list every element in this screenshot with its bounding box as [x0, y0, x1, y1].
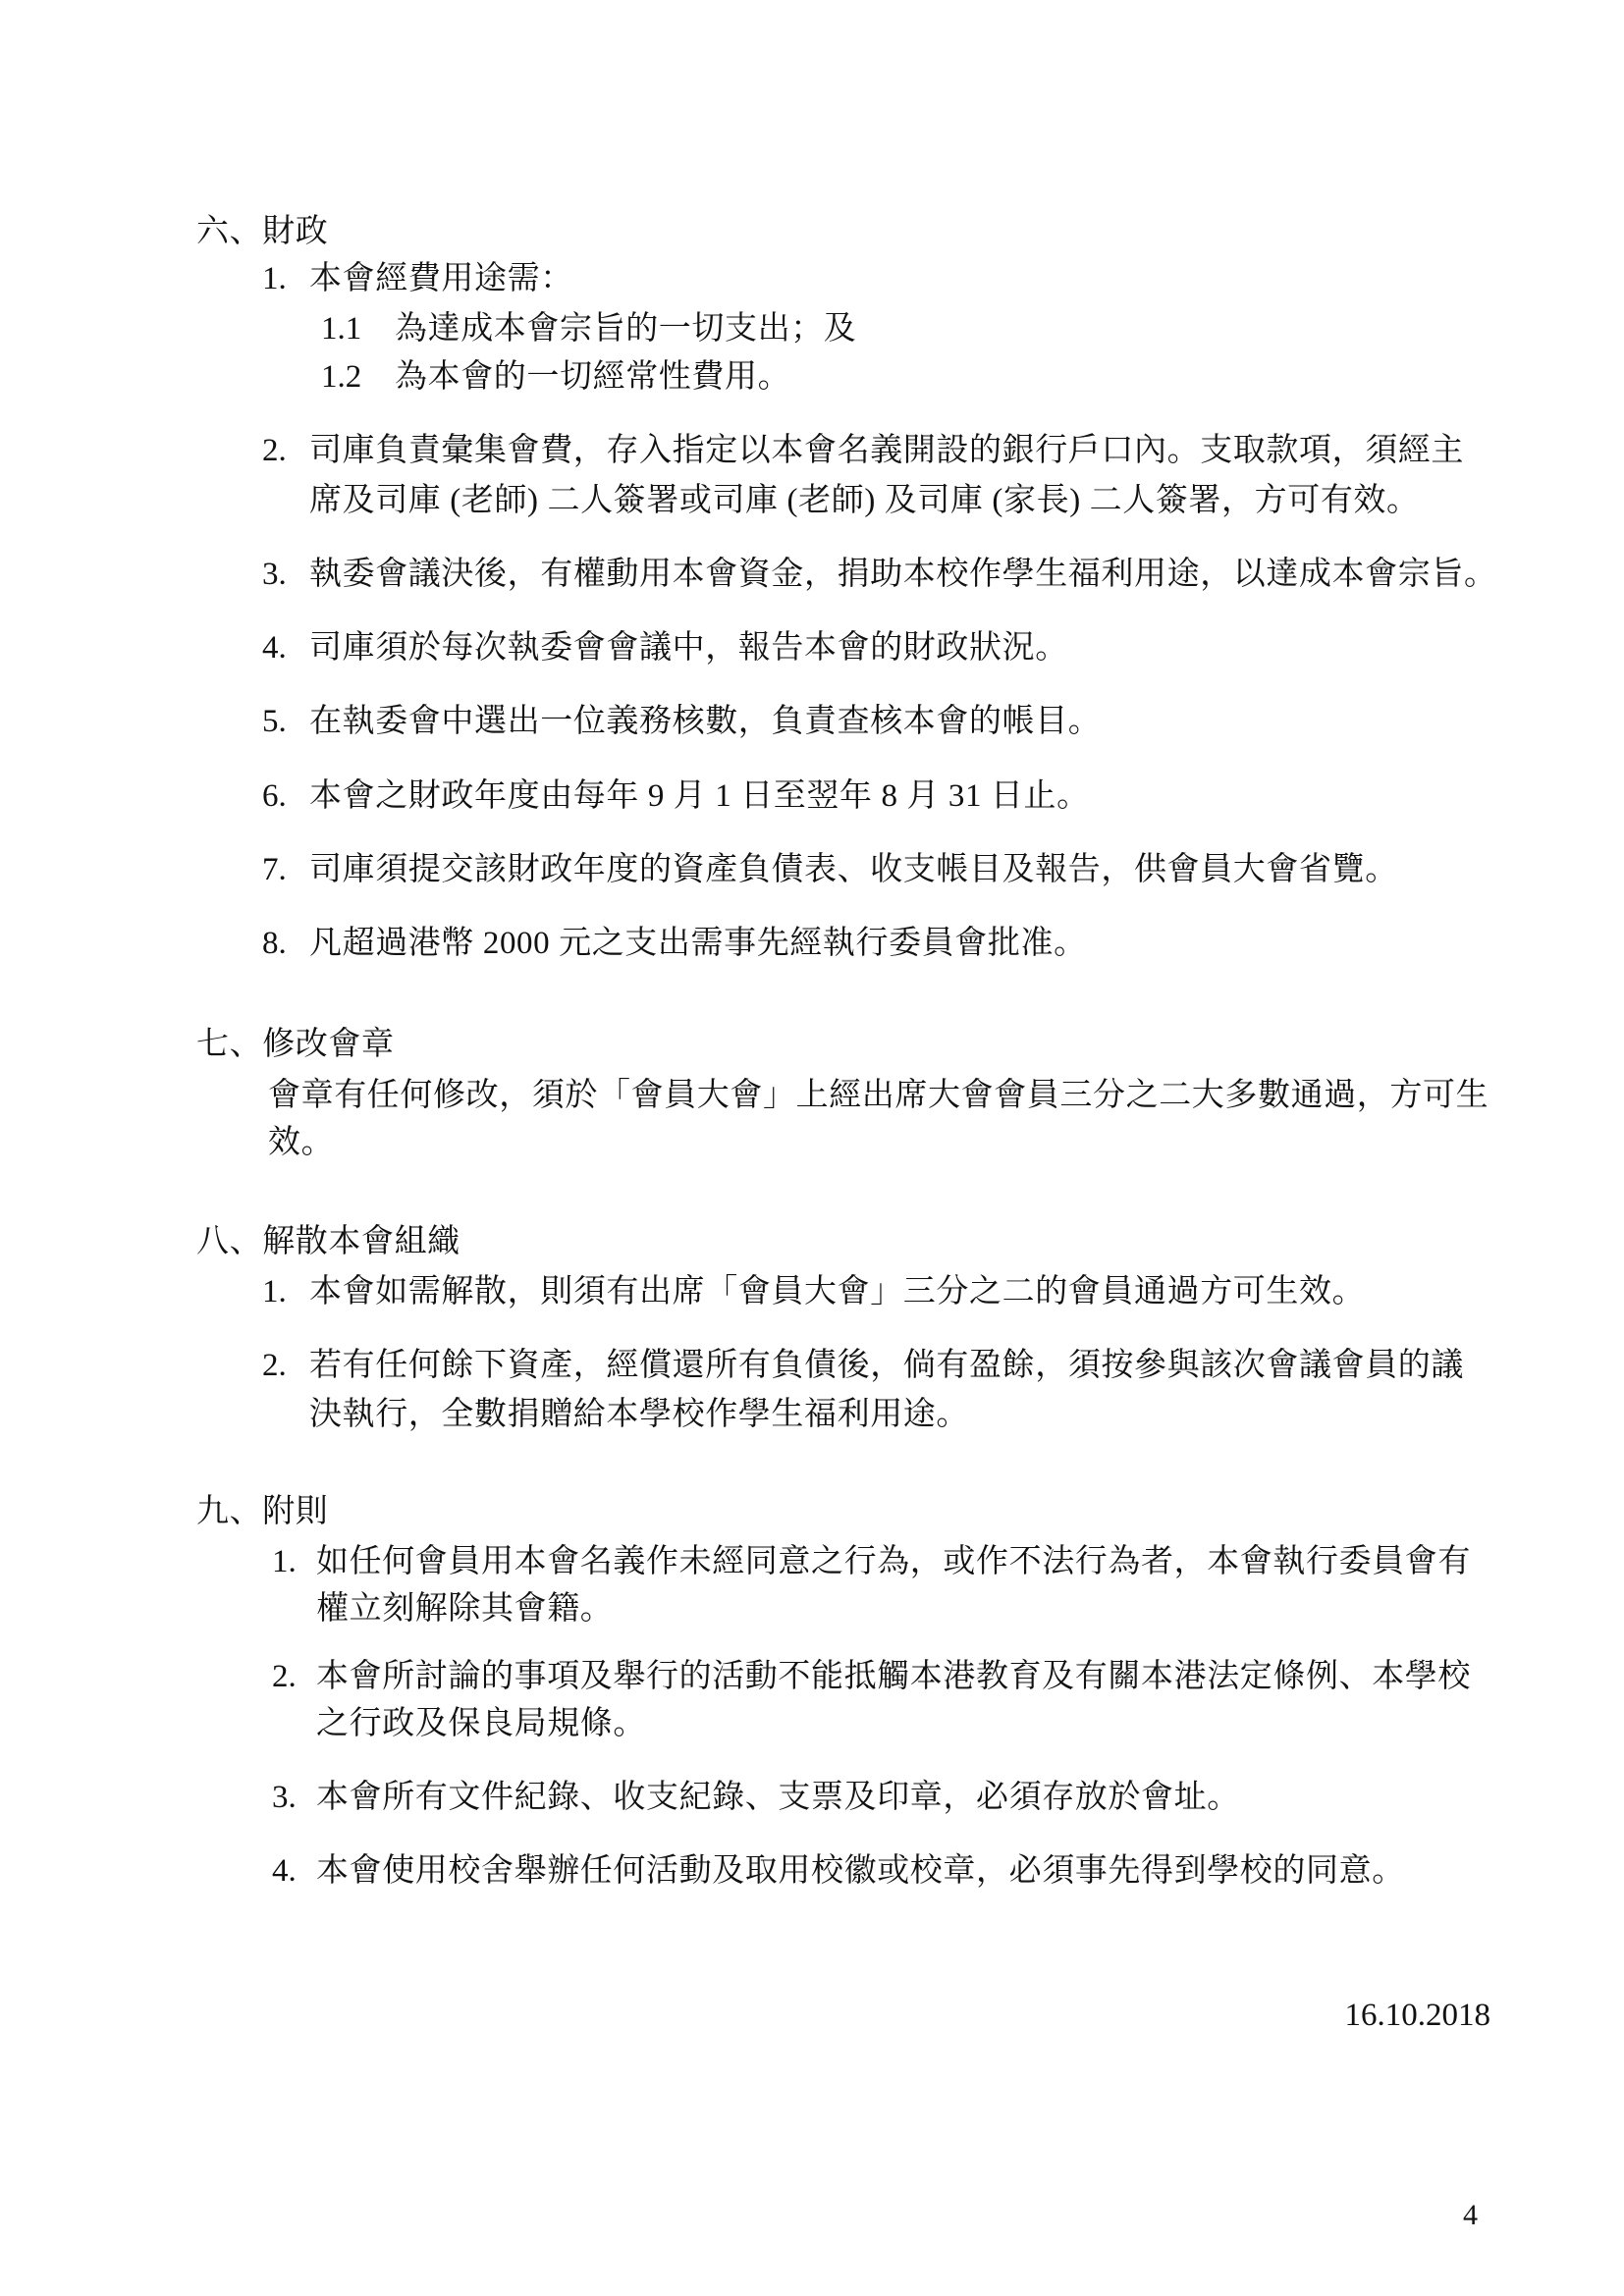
list-item-number: 6.	[262, 778, 287, 814]
list-item-number: 2.	[262, 433, 287, 468]
document-date: 16.10.2018	[1344, 1998, 1490, 2033]
list-item-text: 本會所有文件紀錄、收支紀錄、支票及印章，必須存放於會址。	[316, 1780, 1240, 1815]
list-item-text: 決執行，全數捐贈給本學校作學生福利用途。	[309, 1397, 969, 1432]
list-item-text: 司庫負責彙集會費，存入指定以本會名義開設的銀行戶口內。支取款項，須經主	[309, 433, 1464, 468]
section-heading: 八、解散本會組織	[196, 1224, 460, 1259]
list-item-text: 本會使用校舍舉辦任何活動及取用校徽或校章，必須事先得到學校的同意。	[316, 1853, 1405, 1889]
list-item-number: 1.	[272, 1544, 297, 1579]
section-heading: 六、財政	[196, 214, 329, 249]
list-item-text: 本會經費用途需：	[309, 261, 573, 296]
list-item-number: 2.	[272, 1659, 297, 1694]
list-item-text: 司庫須於每次執委會會議中，報告本會的財政狀況。	[309, 630, 1068, 666]
list-item-text: 執委會議決後，有權動用本會資金，捐助本校作學生福利用途，以達成本會宗旨。	[309, 557, 1497, 592]
sub-item-number: 1.1	[321, 311, 362, 347]
list-item-text: 本會所討論的事項及舉行的活動不能抵觸本港教育及有關本港法定條例、本學校	[316, 1659, 1471, 1694]
paragraph-line: 會章有任何修改，須於「會員大會」上經出席大會會員三分之二大多數通過，方可生	[268, 1078, 1489, 1113]
list-item-text: 在執委會中選出一位義務核數，負責查核本會的帳目。	[309, 704, 1102, 739]
list-item-text: 之行政及保良局規條。	[316, 1706, 646, 1741]
list-item-text: 席及司庫 (老師) 二人簽署或司庫 (老師) 及司庫 (家長) 二人簽署，方可有效。	[309, 483, 1420, 518]
sub-item-text: 為達成本會宗旨的一切支出；及	[395, 311, 857, 347]
list-item-text: 本會之財政年度由每年 9 月 1 日至翌年 8 月 31 日止。	[309, 778, 1090, 814]
list-item-number: 3.	[262, 557, 287, 592]
section-heading: 九、附則	[196, 1494, 329, 1529]
list-item-number: 4.	[262, 630, 287, 666]
list-item-text: 如任何會員用本會名義作未經同意之行為，或作不法行為者，本會執行委員會有	[316, 1544, 1471, 1579]
list-item-text: 凡超過港幣 2000 元之支出需事先經執行委員會批准。	[309, 926, 1087, 961]
list-item-text: 權立刻解除其會籍。	[316, 1591, 614, 1627]
list-item-number: 1.	[262, 1274, 287, 1309]
list-item-number: 1.	[262, 261, 287, 296]
sub-item-number: 1.2	[321, 359, 362, 395]
section-heading: 七、修改會章	[196, 1027, 395, 1062]
list-item-number: 4.	[272, 1853, 297, 1889]
list-item-text: 本會如需解散，則須有出席「會員大會」三分之二的會員通過方可生效。	[309, 1274, 1366, 1309]
list-item-number: 8.	[262, 926, 287, 961]
paragraph-line: 效。	[268, 1125, 335, 1160]
list-item-text: 司庫須提交該財政年度的資產負債表、收支帳目及報告，供會員大會省覽。	[309, 852, 1398, 887]
sub-item-text: 為本會的一切經常性費用。	[395, 359, 791, 395]
list-item-number: 2.	[262, 1348, 287, 1383]
list-item-number: 5.	[262, 704, 287, 739]
list-item-text: 若有任何餘下資產，經償還所有負債後，倘有盈餘，須按參與該次會議會員的議	[309, 1348, 1464, 1383]
page-number: 4	[1463, 2199, 1478, 2231]
list-item-number: 7.	[262, 852, 287, 887]
list-item-number: 3.	[272, 1780, 297, 1815]
